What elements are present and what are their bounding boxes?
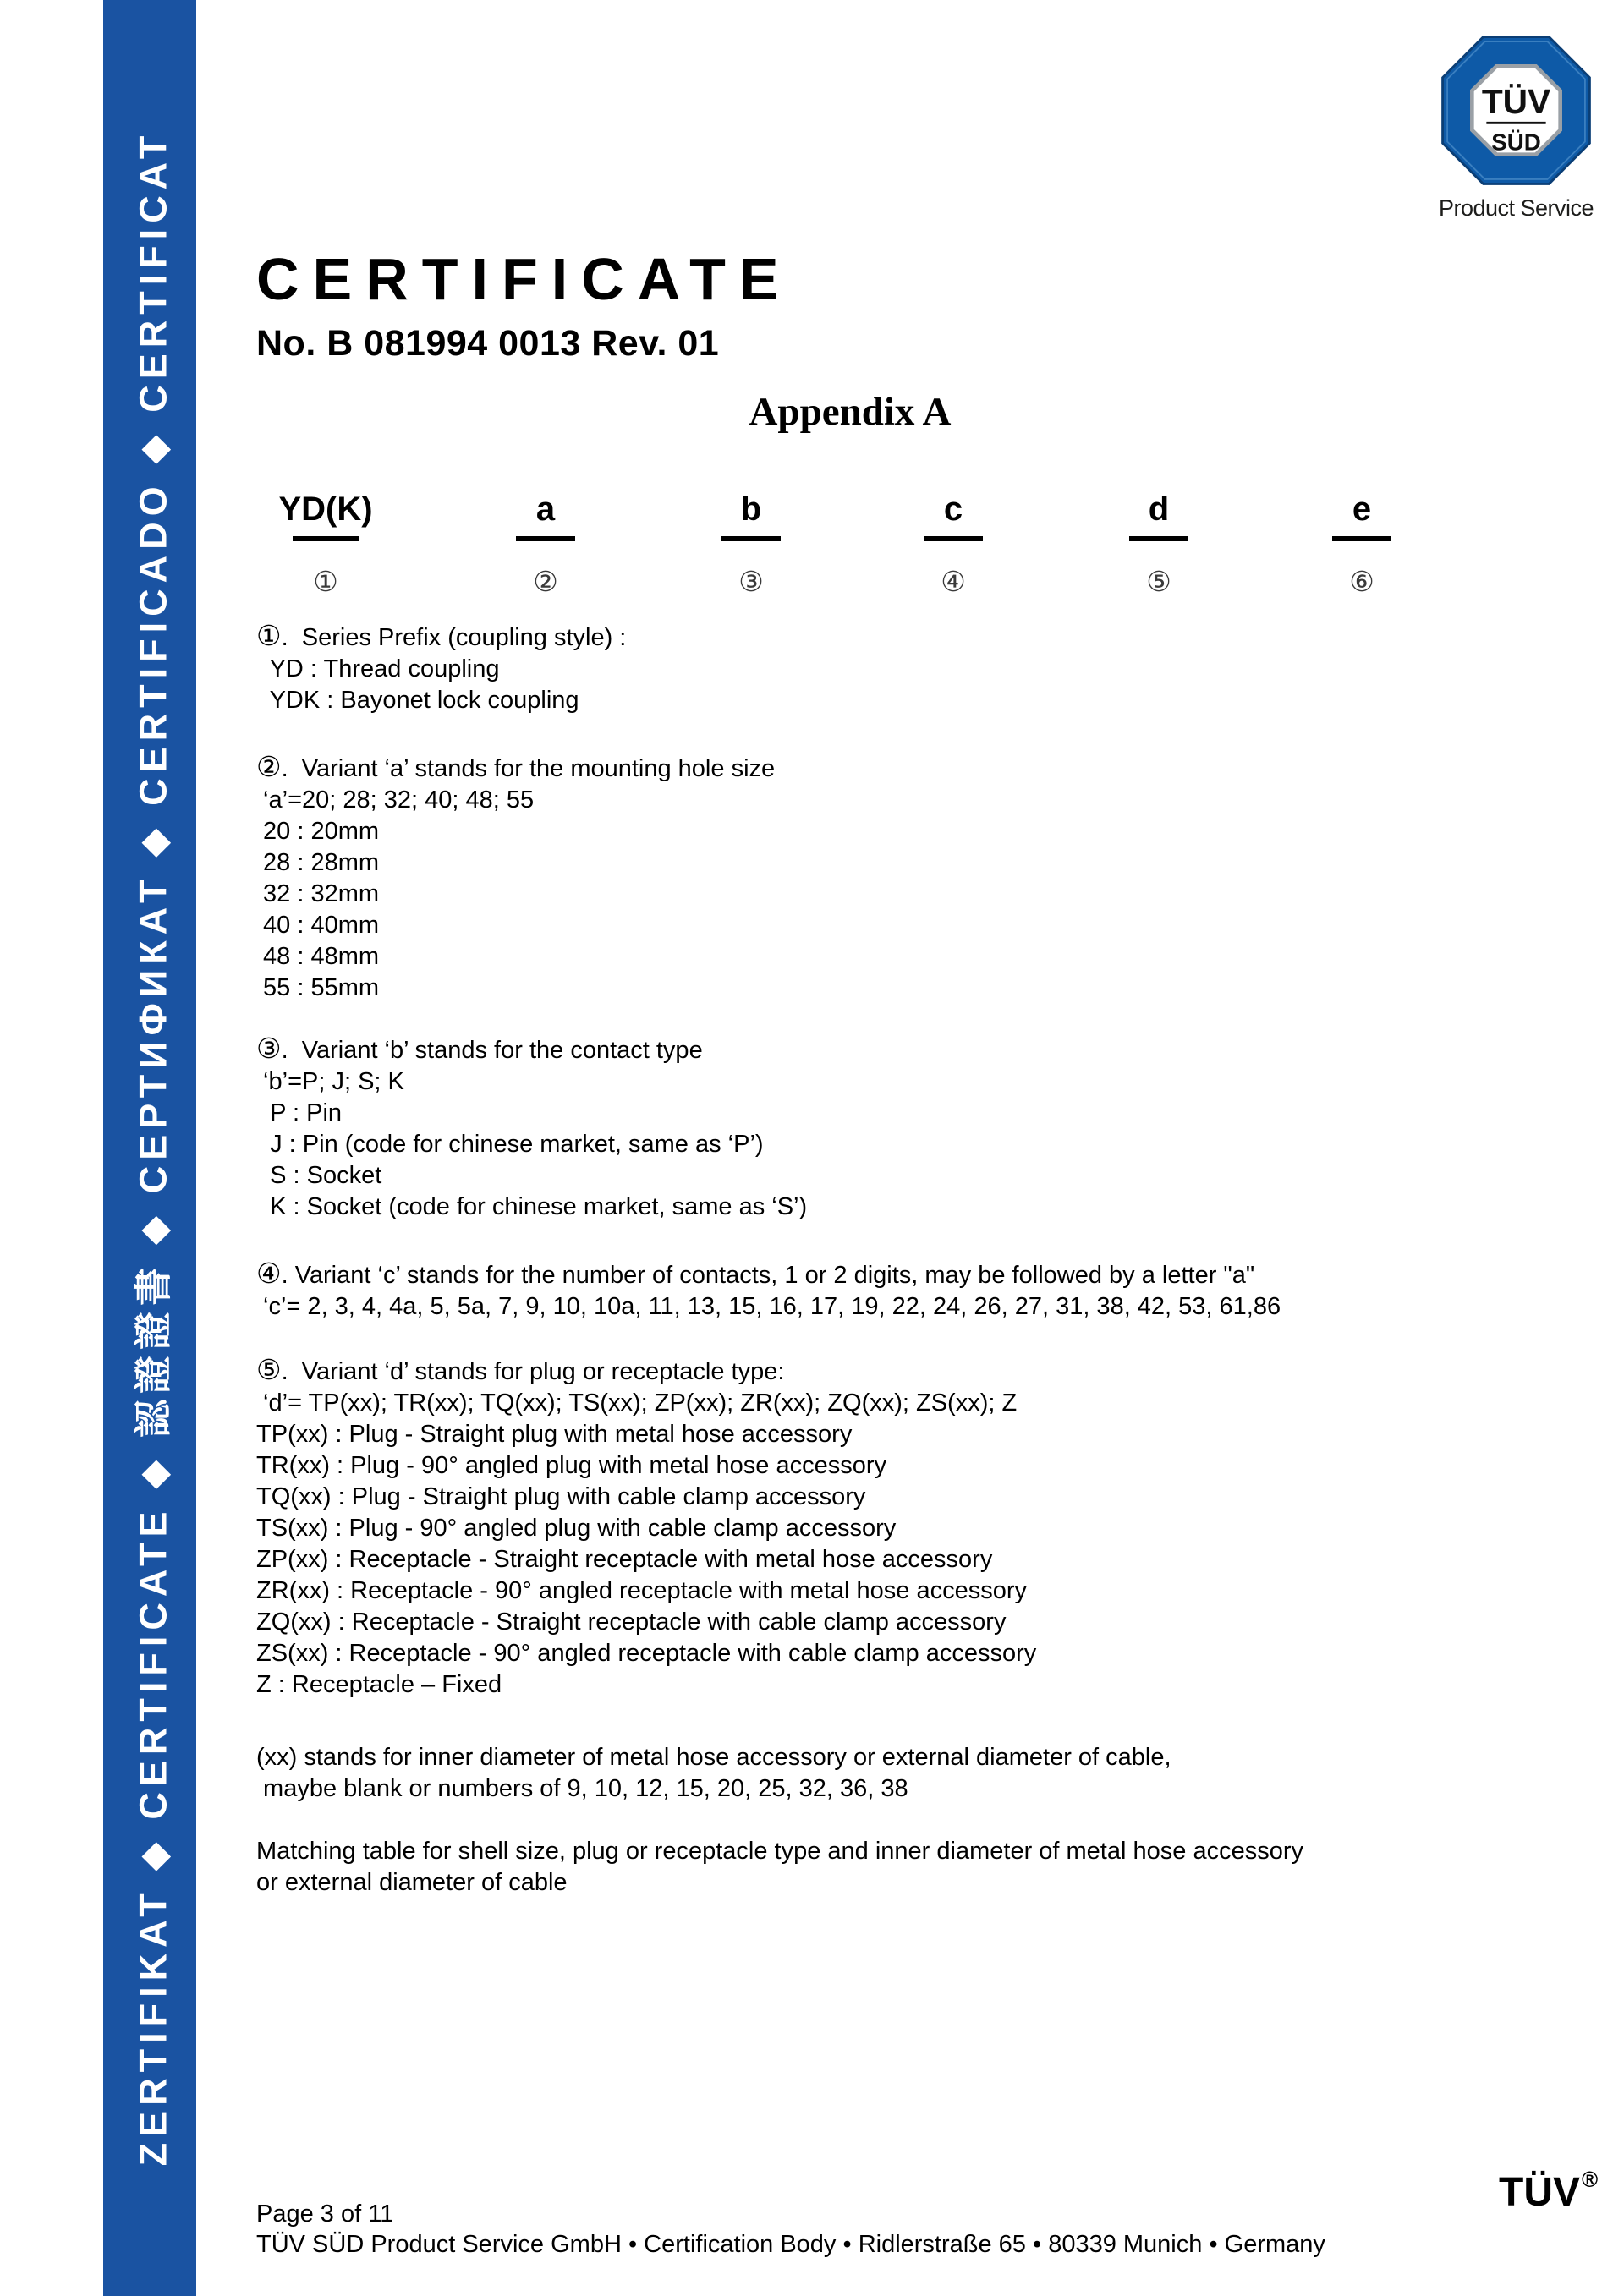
body-line: ZR(xx) : Receptacle - 90° angled receptacle with metal hose accessory <box>256 1577 1027 1604</box>
diagram-underline <box>1332 536 1391 541</box>
body-line: TS(xx) : Plug - 90° angled plug with cable clamp accessory <box>256 1515 897 1542</box>
body-line: J : Pin (code for chinese market, same as ‘P’) <box>256 1131 764 1158</box>
diagram-column <box>1286 490 1438 598</box>
body-line: ‘d’= TP(xx); TR(xx); TQ(xx); TS(xx); ZP(xx); ZR(xx); ZQ(xx); ZS(xx); Z <box>256 1389 1018 1417</box>
logo-tuv-text: TÜV <box>1481 82 1551 122</box>
diagram-underline <box>924 536 983 541</box>
body-line: ZS(xx) : Receptacle - 90° angled receptacle with cable clamp accessory <box>256 1640 1037 1667</box>
tuv-registered-text: TÜV <box>1499 2170 1580 2215</box>
body-line: YD : Thread coupling <box>256 655 500 682</box>
circled-number: ⑤ <box>256 1354 282 1385</box>
diagram-underline <box>721 536 781 541</box>
certificate-title: CERTIFICATE <box>256 246 793 312</box>
footer <box>256 2199 1325 2260</box>
body-block <box>256 751 1303 1004</box>
appendix-title: Appendix A <box>749 390 952 434</box>
body-line: Matching table for shell size, plug or receptacle type and inner diameter of metal hose accessory <box>256 1838 1303 1865</box>
body-line: ‘a’=20; 28; 32; 40; 48; 55 <box>256 786 535 814</box>
body-line: K : Socket (code for chinese market, same as ‘S’) <box>256 1193 808 1220</box>
diagram-column <box>469 490 622 598</box>
body-line: 20 : 20mm <box>256 818 380 845</box>
diagram-column <box>675 490 827 598</box>
body <box>256 620 1303 1899</box>
code-structure-diagram <box>0 490 1624 609</box>
body-line: P : Pin <box>256 1099 343 1126</box>
body-block <box>256 1258 1303 1323</box>
body-block <box>256 1033 1303 1223</box>
body-block <box>256 1354 1303 1701</box>
circled-number: ② <box>256 751 282 782</box>
body-line: 28 : 28mm <box>256 849 380 876</box>
diagram-underline <box>1129 536 1188 541</box>
diagram-underline <box>516 536 575 541</box>
tuv-sud-logo <box>1438 32 1594 222</box>
diagram-circled-number: ① <box>313 566 338 597</box>
tuv-registered-mark <box>1499 2169 1598 2216</box>
body-line: 32 : 32mm <box>256 880 380 907</box>
sidebar-vertical-text: ZERTIFIKAT ◆ CERTIFICATE ◆ 認證證書 ◆ СЕРТИФИКАТ ◆ CERTIFICADO ◆ CERTIFICAT <box>131 129 175 2167</box>
registered-symbol: ® <box>1582 2167 1599 2192</box>
body-block <box>256 1836 1303 1899</box>
diagram-column <box>1083 490 1235 598</box>
body-line: 48 : 48mm <box>256 943 380 970</box>
body-line: ③. Variant ‘b’ stands for the contact type <box>256 1033 703 1064</box>
body-block <box>256 1742 1303 1805</box>
logo-sued-text: SÜD <box>1491 129 1541 156</box>
certificate-number: No. B 081994 0013 Rev. 01 <box>256 323 720 364</box>
body-line: 40 : 40mm <box>256 912 380 939</box>
logo-caption: Product Service <box>1438 195 1594 221</box>
body-line: maybe blank or numbers of 9, 10, 12, 15, 20, 25, 32, 36, 38 <box>256 1775 908 1802</box>
diagram-circled-number: ④ <box>941 566 966 597</box>
diagram-column <box>250 490 402 598</box>
body-line: ‘b’=P; J; S; K <box>256 1068 404 1095</box>
page-number: Page 3 of 11 <box>256 2200 394 2228</box>
body-line: S : Socket <box>256 1162 382 1189</box>
body-line: ZQ(xx) : Receptacle - Straight receptacle with cable clamp accessory <box>256 1608 1007 1636</box>
diagram-label: b <box>740 490 762 528</box>
body-line: ‘c’= 2, 3, 4, 4a, 5, 5a, 7, 9, 10, 10a, 11, 13, 15, 16, 17, 19, 22, 24, 26, 27, 31, 38, 42, 53, 61,86 <box>256 1293 1281 1320</box>
diagram-underline <box>293 536 359 541</box>
diagram-circled-number: ② <box>533 566 558 597</box>
body-line: TP(xx) : Plug - Straight plug with metal hose accessory <box>256 1421 853 1448</box>
diagram-label: e <box>1352 490 1372 528</box>
diagram-circled-number: ⑥ <box>1349 566 1374 597</box>
diagram-column <box>877 490 1029 598</box>
body-line: TQ(xx) : Plug - Straight plug with cable clamp accessory <box>256 1483 866 1510</box>
body-line: ZP(xx) : Receptacle - Straight receptacle with metal hose accessory <box>256 1546 993 1573</box>
footer-address: TÜV SÜD Product Service GmbH • Certification Body • Ridlerstraße 65 • 80339 Munich • Germany <box>256 2231 1325 2258</box>
diagram-circled-number: ③ <box>738 566 764 597</box>
body-line: or external diameter of cable <box>256 1869 568 1896</box>
body-line: (xx) stands for inner diameter of metal hose accessory or external diameter of cable, <box>256 1744 1171 1771</box>
body-line: ①. Series Prefix (coupling style) : <box>256 620 627 651</box>
sidebar-band <box>103 0 196 2296</box>
diagram-label: YD(K) <box>278 490 373 528</box>
body-line: TR(xx) : Plug - 90° angled plug with metal hose accessory <box>256 1452 886 1479</box>
body-line: ②. Variant ‘a’ stands for the mounting hole size <box>256 751 776 782</box>
circled-number: ③ <box>256 1033 282 1064</box>
body-line: ④. Variant ‘c’ stands for the number of contacts, 1 or 2 digits, may be followed by a letter "a" <box>256 1258 1255 1289</box>
circled-number: ① <box>256 620 282 651</box>
tuv-sud-octagon-icon <box>1438 32 1594 189</box>
body-line: 55 : 55mm <box>256 974 380 1001</box>
diagram-label: d <box>1148 490 1170 528</box>
diagram-label: c <box>943 490 963 528</box>
diagram-label: a <box>535 490 556 528</box>
body-block <box>256 620 1303 716</box>
body-line: ⑤. Variant ‘d’ stands for plug or receptacle type: <box>256 1354 785 1385</box>
circled-number: ④ <box>256 1258 282 1289</box>
body-line: YDK : Bayonet lock coupling <box>256 687 579 714</box>
body-line: Z : Receptacle – Fixed <box>256 1671 502 1698</box>
diagram-circled-number: ⑤ <box>1146 566 1171 597</box>
